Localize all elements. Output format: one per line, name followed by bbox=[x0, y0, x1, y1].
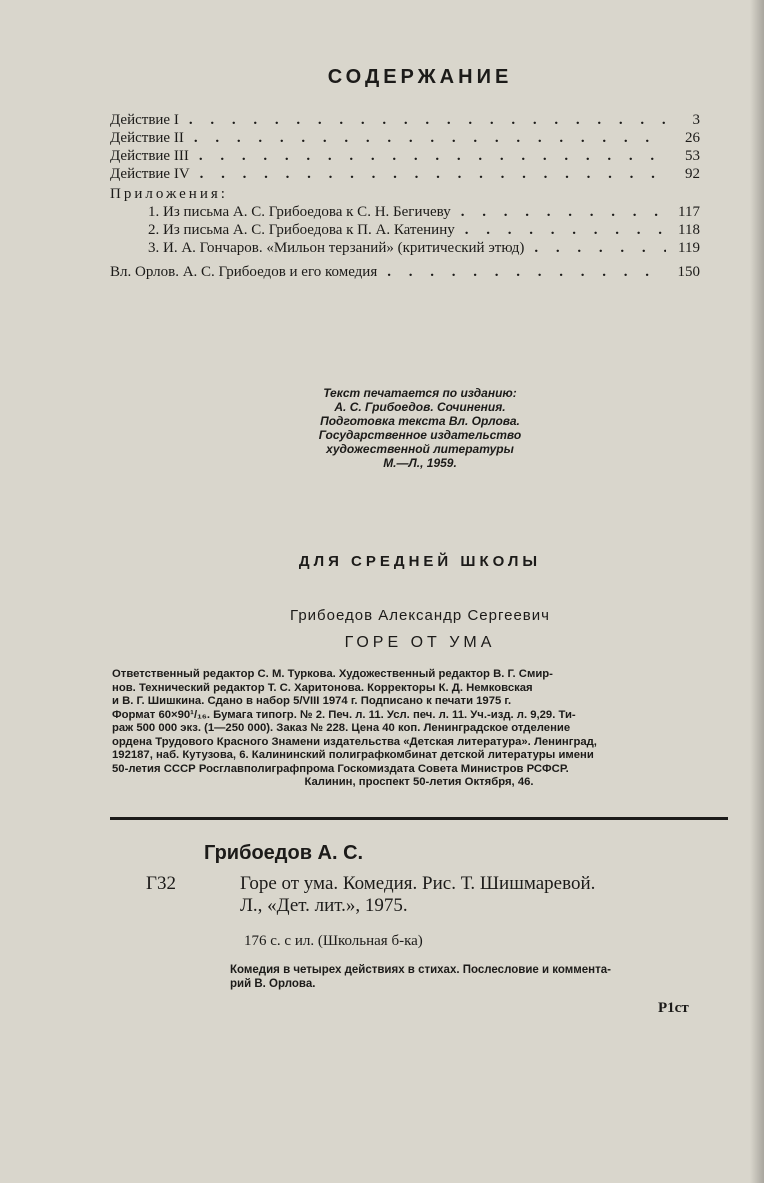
catalog-card-description bbox=[240, 873, 730, 917]
description-line: Л., «Дет. лит.», 1975. bbox=[240, 895, 408, 916]
toc-entry-page: 150 bbox=[677, 264, 700, 280]
book-title: ГОРЕ ОТ УМА bbox=[344, 634, 496, 651]
leader-dots bbox=[534, 240, 666, 257]
imprint-line: 50-летия СССР Росглавполиграфпрома Госкомиздата Совета Министров РСФСР. bbox=[112, 762, 569, 775]
catalog-card-author: Грибоедов А. С. bbox=[204, 842, 364, 864]
toc-entry-label: Действие I bbox=[110, 112, 179, 128]
toc-entry-label: Действие III bbox=[110, 148, 189, 164]
catalog-card-pages: 176 с. с ил. (Школьная б-ка) bbox=[244, 933, 423, 949]
toc-entry-act-1[interactable] bbox=[110, 112, 700, 130]
toc-entry-appendix-3[interactable] bbox=[110, 240, 700, 258]
toc-entry-page: 92 bbox=[685, 166, 700, 182]
source-line: Подготовка текста Вл. Орлова. bbox=[320, 414, 520, 428]
leader-dots bbox=[465, 222, 666, 239]
imprint-line: 192187, наб. Кутузова, 6. Калининский полиграфкомбинат детской литературы имени bbox=[112, 749, 594, 761]
source-line: А. С. Грибоедов. Сочинения. bbox=[334, 400, 506, 414]
imprint-line: Формат 60×90¹/₁₆. Бумага типогр. № 2. Печ. л. 11. Усл. печ. л. 11. Уч.-изд. л. 9,29. Ти- bbox=[112, 708, 576, 721]
leader-dots bbox=[194, 130, 666, 147]
catalog-card-index: Р1ст bbox=[658, 1000, 689, 1016]
imprint-line: Ответственный редактор С. М. Туркова. Художественный редактор В. Г. Смир- bbox=[112, 668, 553, 680]
toc-entry-act-3[interactable] bbox=[110, 148, 700, 166]
toc-entry-page: 3 bbox=[692, 112, 700, 128]
toc-entry-page: 119 bbox=[678, 240, 700, 256]
divider-rule bbox=[110, 817, 728, 820]
leader-dots bbox=[387, 264, 666, 281]
imprint-line: нов. Технический редактор Т. С. Харитонова. Корректоры К. Д. Немковская bbox=[112, 681, 533, 694]
note-line: рий В. Орлова. bbox=[230, 978, 316, 990]
toc-entry-label: Вл. Орлов. А. С. Грибоедов и его комедия bbox=[110, 264, 378, 280]
imprint-line: и В. Г. Шишкина. Сдано в набор 5/VIII 1974 г. Подписано к печати 1975 г. bbox=[112, 695, 512, 707]
toc-entry-label: 3. И. А. Гончаров. «Мильон терзаний» (критический этюд) bbox=[148, 240, 525, 256]
toc-appendix-heading: Приложения: bbox=[110, 186, 228, 202]
toc-entry-label: 2. Из письма А. С. Грибоедова к П. А. Катенину bbox=[148, 222, 455, 238]
note-line: Комедия в четырех действиях в стихах. Послесловие и коммента- bbox=[230, 964, 611, 976]
toc-entry-page: 118 bbox=[678, 222, 700, 238]
toc-entry-page: 53 bbox=[685, 148, 700, 164]
toc-entry-act-4[interactable] bbox=[110, 166, 700, 184]
author-full-name: Грибоедов Александр Сергеевич bbox=[290, 607, 550, 624]
imprint-line: ордена Трудового Красного Знамени издательства «Детская литература». Ленинград, bbox=[112, 735, 597, 748]
imprint-block bbox=[112, 668, 726, 790]
description-line: Горе от ума. Комедия. Рис. Т. Шишмаревой. bbox=[240, 873, 596, 894]
leader-dots bbox=[189, 112, 666, 129]
toc-entry-appendix-2[interactable] bbox=[110, 222, 700, 240]
toc-entry-act-2[interactable] bbox=[110, 130, 700, 148]
imprint-line: раж 500 000 экз. (1—250 000). Заказ № 228. Цена 40 коп. Ленинградское отделение bbox=[112, 722, 571, 734]
source-line: Государственное издательство bbox=[318, 428, 522, 442]
source-edition-note bbox=[260, 386, 580, 470]
leader-dots bbox=[199, 148, 666, 165]
leader-dots bbox=[200, 166, 666, 183]
toc-entry-label: Действие II bbox=[110, 130, 184, 146]
imprint-line: Калинин, проспект 50-летия Октября, 46. bbox=[304, 776, 534, 788]
toc-entry-appendix-1[interactable] bbox=[110, 204, 700, 222]
table-of-contents bbox=[110, 112, 700, 282]
toc-entry-label: Действие IV bbox=[110, 166, 190, 182]
page-edge-shadow bbox=[750, 0, 764, 1183]
source-line: художественной литературы bbox=[326, 442, 514, 456]
series-title: ДЛЯ СРЕДНЕЙ ШКОЛЫ bbox=[298, 553, 542, 570]
source-line: Текст печатается по изданию: bbox=[323, 386, 517, 400]
toc-entry-page: 117 bbox=[678, 204, 700, 220]
contents-heading: СОДЕРЖАНИЕ bbox=[327, 66, 513, 88]
toc-entry-afterword[interactable] bbox=[110, 264, 700, 282]
source-line: М.—Л., 1959. bbox=[383, 456, 457, 470]
toc-entry-label: 1. Из письма А. С. Грибоедова к С. Н. Бегичеву bbox=[148, 204, 451, 220]
catalog-card-code: Г32 bbox=[146, 873, 176, 894]
leader-dots bbox=[461, 204, 666, 221]
catalog-card-note bbox=[230, 963, 730, 991]
toc-entry-page: 26 bbox=[685, 130, 700, 146]
